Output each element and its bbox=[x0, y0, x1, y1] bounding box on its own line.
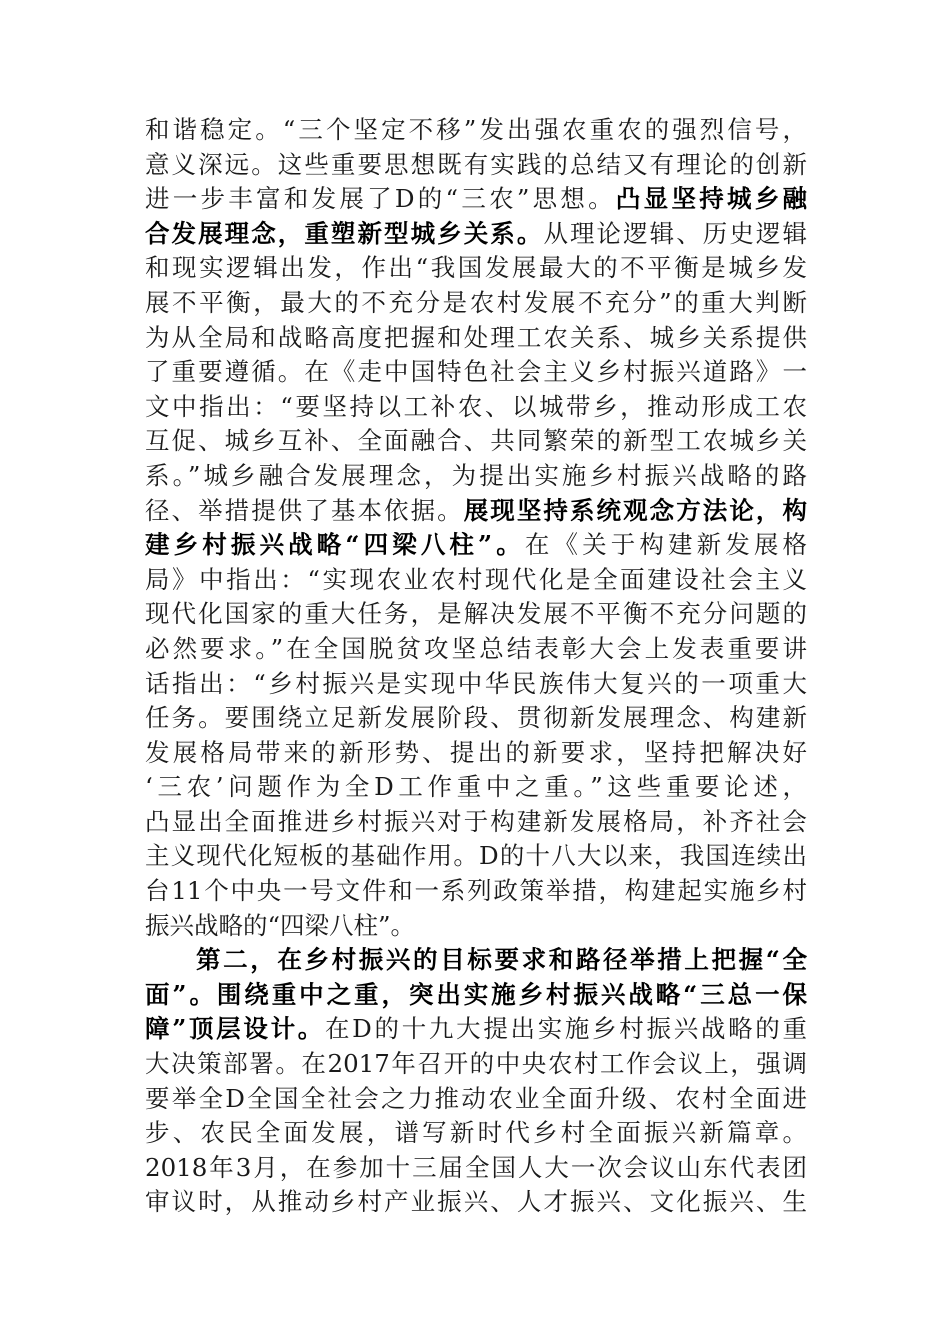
text-run: 振兴战略的“四梁八柱”。 bbox=[145, 910, 416, 940]
text-line bbox=[145, 597, 807, 632]
text-line bbox=[145, 701, 807, 736]
text-run: 局》中指出：“实现农业农村现代化是全面建设社会主义 bbox=[145, 564, 807, 594]
text-line bbox=[145, 390, 807, 425]
text-run: 话指出：“乡村振兴是实现中华民族伟大复兴的一项重大 bbox=[145, 668, 807, 698]
text-line bbox=[145, 978, 807, 1013]
text-run: 和现实逻辑出发，作出“我国发展最大的不平衡是城乡发 bbox=[145, 253, 807, 283]
text-line bbox=[145, 286, 807, 321]
text-line bbox=[145, 217, 807, 252]
text-run: 系。”城乡融合发展理念，为提出实施乡村振兴战略的路 bbox=[145, 460, 807, 490]
text-line bbox=[145, 943, 807, 978]
text-run: 步、农民全面发展，谱写新时代乡村全面振兴新篇章。 bbox=[145, 1118, 807, 1148]
bold-text-run: 第二，在乡村振兴的目标要求和路径举措上把握“全 bbox=[196, 945, 807, 975]
text-line bbox=[145, 805, 807, 840]
text-line bbox=[145, 494, 807, 529]
text-run: 主义现代化短板的基础作用。D的十八大以来，我国连续出 bbox=[145, 841, 807, 871]
text-run: ‘三农’问题作为全D工作重中之重。”这些重要论述， bbox=[145, 772, 807, 802]
text-run: 为从全局和战略高度把握和处理工农关系、城乡关系提供 bbox=[145, 322, 807, 352]
text-line bbox=[145, 909, 807, 944]
text-run: 现代化国家的重大任务，是解决发展不平衡不充分问题的 bbox=[145, 599, 807, 629]
text-run: 互促、城乡互补、全面融合、共同繁荣的新型工农城乡关 bbox=[145, 426, 807, 456]
bold-text-run: 合发展理念，重塑新型城乡关系。 bbox=[145, 218, 544, 248]
text-line bbox=[145, 251, 807, 286]
text-line bbox=[145, 770, 807, 805]
text-line bbox=[145, 148, 807, 183]
text-run: 要举全D全国全社会之力推动农业全面升级、农村全面进 bbox=[145, 1083, 807, 1113]
text-run: 从理论逻辑、历史逻辑 bbox=[543, 218, 807, 248]
text-run: 任务。要围绕立足新发展阶段、贯彻新发展理念、构建新 bbox=[145, 703, 807, 733]
text-line bbox=[145, 459, 807, 494]
text-line bbox=[145, 182, 807, 217]
text-line bbox=[145, 736, 807, 771]
text-run: 2018年3月，在参加十三届全国人大一次会议山东代表团 bbox=[145, 1152, 807, 1182]
text-run: 凸显出全面推进乡村振兴对于构建新发展格局，补齐社会 bbox=[145, 806, 807, 836]
text-line bbox=[145, 528, 807, 563]
text-run: 发展格局带来的新形势、提出的新要求，坚持把解决好 bbox=[145, 737, 807, 767]
text-line bbox=[145, 1082, 807, 1117]
text-line bbox=[145, 113, 807, 148]
text-run: 了重要遵循。在《走中国特色社会主义乡村振兴道路》一 bbox=[145, 357, 807, 387]
text-run: 径、举措提供了基本依据。 bbox=[145, 495, 464, 525]
text-line bbox=[145, 1151, 807, 1186]
text-run: 审议时，从推动乡村产业振兴、人才振兴、文化振兴、生 bbox=[145, 1187, 807, 1217]
bold-text-run: 障”顶层设计。 bbox=[145, 1014, 325, 1044]
text-line bbox=[145, 424, 807, 459]
text-line bbox=[145, 1047, 807, 1082]
text-line bbox=[145, 563, 807, 598]
text-line bbox=[145, 1116, 807, 1151]
text-run: 意义深远。这些重要思想既有实践的总结又有理论的创新 bbox=[145, 149, 807, 179]
text-run: 进一步丰富和发展了D的“三农”思想。 bbox=[145, 184, 616, 214]
text-run: 必然要求。”在全国脱贫攻坚总结表彰大会上发表重要讲 bbox=[145, 633, 807, 663]
text-line bbox=[145, 874, 807, 909]
bold-text-run: 凸显坚持城乡融 bbox=[615, 184, 807, 214]
text-line bbox=[145, 667, 807, 702]
text-line bbox=[145, 839, 807, 874]
bold-text-run: 展现坚持系统观念方法论，构 bbox=[463, 495, 807, 525]
text-line bbox=[145, 355, 807, 390]
text-run: 大决策部署。在2017年召开的中央农村工作会议上，强调 bbox=[145, 1049, 807, 1079]
text-run: 展不平衡，最大的不充分是农村发展不充分”的重大判断 bbox=[145, 287, 807, 317]
text-run: 在D的十九大提出实施乡村振兴战略的重 bbox=[324, 1014, 807, 1044]
text-line bbox=[145, 1012, 807, 1047]
text-run: 文中指出：“要坚持以工补农、以城带乡，推动形成工农 bbox=[145, 391, 807, 421]
body-text bbox=[145, 113, 807, 1220]
text-run: 在《关于构建新发展格 bbox=[524, 530, 808, 560]
bold-text-run: 面”。围绕重中之重，突出实施乡村振兴战略“三总一保 bbox=[145, 979, 807, 1009]
text-line bbox=[145, 1185, 807, 1220]
bold-text-run: 建乡村振兴战略“四梁八柱”。 bbox=[145, 530, 525, 560]
text-line bbox=[145, 321, 807, 356]
text-run: 台11个中央一号文件和一系列政策举措，构建起实施乡村 bbox=[145, 876, 807, 906]
text-line bbox=[145, 632, 807, 667]
text-run: 和谐稳定。“三个坚定不移”发出强农重农的强烈信号， bbox=[145, 115, 807, 144]
